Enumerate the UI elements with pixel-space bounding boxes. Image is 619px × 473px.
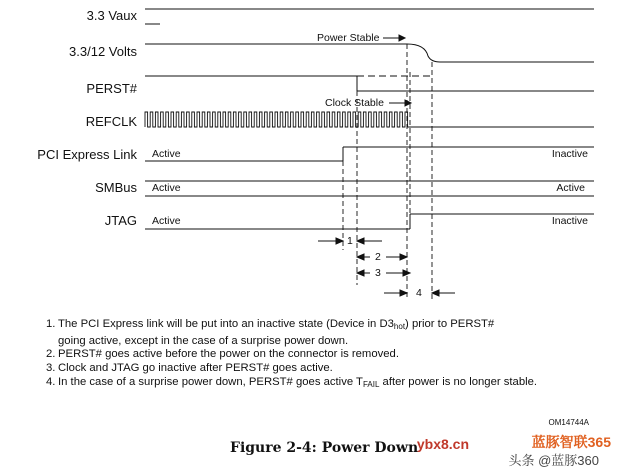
note-3-text: Clock and JTAG go inactive after PERST# goes active.	[58, 362, 333, 374]
jtag-state-left: Active	[152, 215, 181, 227]
note-4-text-a: In the case of a surprise power down, PERST# goes active T	[58, 376, 363, 388]
label-pcie: PCI Express Link	[37, 147, 137, 162]
note-3-number: 3.	[46, 362, 56, 374]
note-2	[46, 347, 399, 361]
note-3	[46, 361, 333, 375]
note-2-text: PERST# goes active before the power on the connector is removed.	[58, 348, 399, 360]
timing-label-1: 1	[347, 235, 353, 247]
timing-label-3: 3	[375, 267, 381, 279]
note-4-text-b: after power is no longer stable.	[379, 376, 538, 388]
timing-label-4: 4	[416, 287, 422, 299]
figure-code: OM14744A	[548, 418, 589, 427]
watermark-brand-2: 头条 @蓝豚360	[508, 453, 599, 468]
reference-lines	[343, 44, 432, 300]
note-1-subscript: hot	[393, 322, 406, 331]
pcie-state-left: Active	[152, 148, 181, 160]
clock-stable-label: Clock Stable	[325, 97, 384, 109]
note-1-text-a: The PCI Express link will be put into an inactive state (Device in D3	[58, 318, 394, 330]
power-trace	[145, 44, 594, 62]
label-perst: PERST#	[86, 81, 137, 96]
note-1-number: 1.	[46, 318, 56, 330]
label-smbus: SMBus	[95, 180, 137, 195]
label-vaux: 3.3 Vaux	[86, 8, 137, 23]
smbus-state-right: Active	[556, 182, 585, 194]
pcie-state-right: Inactive	[551, 148, 588, 160]
label-volts: 3.3/12 Volts	[69, 44, 137, 59]
vaux-trace	[145, 9, 594, 24]
pcie-trace	[145, 147, 594, 161]
jtag-trace	[145, 214, 594, 229]
note-2-number: 2.	[46, 348, 56, 360]
timing-label-2: 2	[375, 251, 381, 263]
power-stable-label: Power Stable	[317, 32, 380, 44]
label-refclk: REFCLK	[85, 114, 137, 129]
label-jtag: JTAG	[104, 213, 137, 228]
figure-caption: Figure 2-4: Power Down	[230, 440, 419, 456]
watermark-brand: 蓝豚智联365	[531, 434, 611, 450]
note-1-line-2: going active, except in the case of a surprise power down.	[58, 335, 349, 347]
note-1-text-b: ) prior to PERST#	[405, 318, 495, 330]
note-4	[46, 375, 537, 392]
clock-stable-arrow	[389, 100, 411, 106]
refclk-trace	[145, 112, 594, 127]
note-4-subscript: FAIL	[362, 380, 380, 389]
smbus-state-left: Active	[152, 182, 181, 194]
note-4-number: 4.	[46, 376, 56, 388]
watermark-url: ybx8.cn	[416, 436, 469, 452]
note-1	[46, 317, 494, 348]
jtag-state-right: Inactive	[551, 215, 588, 227]
power-stable-arrow	[383, 35, 405, 41]
perst-trace	[145, 76, 594, 91]
timing-markers	[318, 238, 455, 296]
smbus-trace	[145, 181, 594, 196]
